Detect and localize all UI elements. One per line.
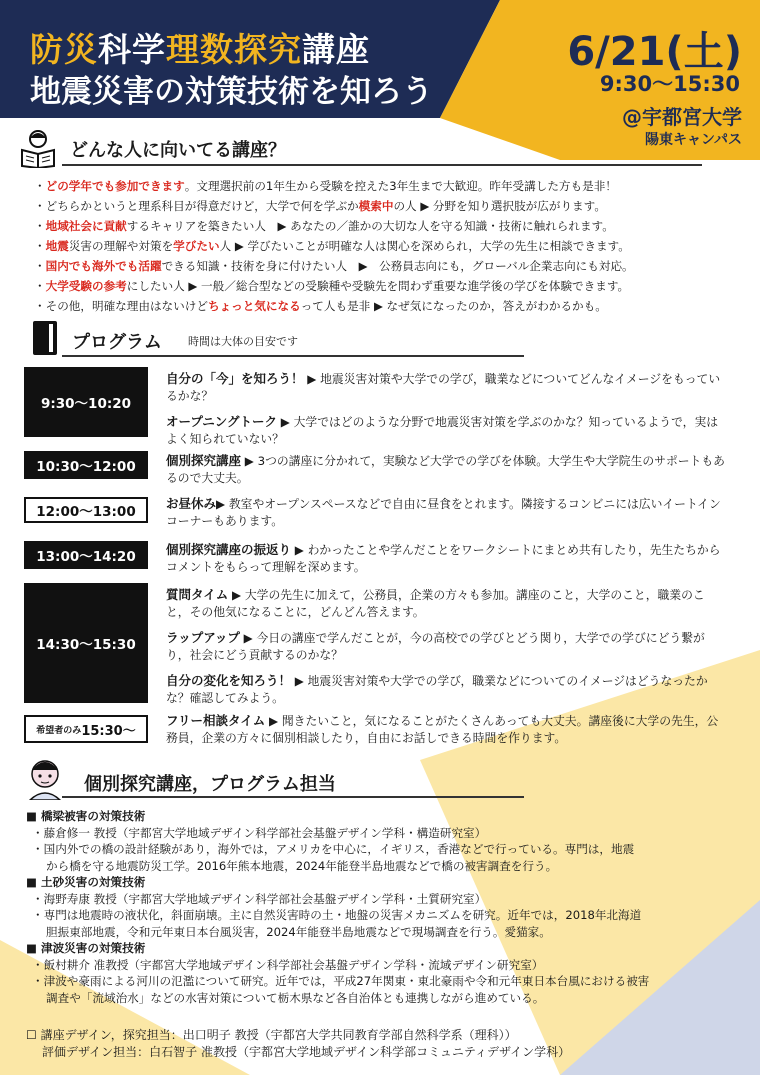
time-slot-5: 14:30～15:30	[24, 583, 148, 703]
program-item: ラップアップ ▶ 今日の講座で学んだことが，今の高校での学びとどう関り，大学での学びにどう繋がり，社会にどう貢献するのかな？	[166, 630, 705, 662]
credit-line-2: 評価デザイン担当：白石智子 准教授（宇都宮大学地域デザイン科学部コミュニティデザイン学科）	[42, 1045, 571, 1059]
audience-item: ・その他，明確な理由はないけどちょっと気になるって人も是非 ▶ なぜ気になったのか，答えがわかるかも。	[34, 299, 607, 313]
course-desc: ・専門は地震時の液状化，斜面崩壊。主に自然災害時の土・地盤の災害メカニズムを研究。近年では，2018年北海道	[32, 908, 642, 922]
audience-item: ・どちらかというと理系科目が得意だけど，大学で何を学ぶか模索中の人 ▶ 分野を知り選択肢が広がります。	[34, 199, 606, 213]
time-slot-4: 13:00～14:20	[24, 541, 148, 569]
student-icon	[22, 756, 68, 800]
program-item: オープニングトーク ▶ 大学ではどのような分野で地震災害対策を学ぶのかな？知っているようで，実はよく知られていない？	[166, 414, 719, 446]
credits	[26, 1027, 570, 1061]
title-part-1: 防災	[30, 30, 98, 69]
audience-item: ・国内でも海外でも活躍できる知識・技術を身に付けたい人 ▶ 公務員志向にも，グローバル企業志向にも対応。	[34, 259, 634, 273]
course-desc: ・津波や豪雨による河川の氾濫について研究。近年では，平成27年関東・東北豪雨や令和元年東日本台風における被害	[32, 974, 650, 988]
title-part-4: 講座	[302, 30, 370, 69]
course-block	[26, 874, 746, 940]
event-date: 6/21(土)	[567, 29, 742, 75]
course-block	[26, 940, 746, 1006]
audience-heading: どんな人に向いてる講座？	[70, 140, 286, 161]
title-part-3: 理数探究	[166, 30, 302, 69]
course-person: ・海野寿康 教授（宇都宮大学地域デザイン科学部社会基盤デザイン学科・土質研究室）	[32, 891, 487, 906]
notebook-icon	[32, 320, 58, 356]
program-item: 質問タイム ▶ 大学の先生に加えて，公務員，企業の方々も参加。講座のこと，大学のこと，職業のこと，その他気になることに，どんどん答えます。	[166, 587, 705, 619]
credit-line-1: ☐ 講座デザイン，探究担当：出口明子 教授（宇都宮大学共同教育学部自然科学系（理科））	[26, 1028, 517, 1042]
audience-item: ・地域社会に貢献するキャリアを築きたい人 ▶ あなたの／誰かの大切な人を守る知識・技術に触れられます。	[34, 219, 614, 233]
program-item: フリー相談タイム ▶ 聞きたいこと，気になることがたくさんあっても大丈夫。講座後に大学の先生，公務員，企業の方々に個別相談したり，自由にお話しできる時間を作ります。	[166, 713, 719, 745]
course-desc: から橋を守る地震防災工学。2016年熊本地震，2024年能登半島地震などで橋の被害調査を行う。	[46, 858, 558, 873]
time-slot-1: 9:30～10:20	[24, 367, 148, 437]
audience-item: ・大学受験の参考にしたい人 ▶ 一般／総合型などの受験種や受験先を問わず重要な進学後の学びを体験できます。	[34, 279, 630, 293]
slot-3-desc	[166, 495, 726, 538]
course-title: ■ 津波災害の対策技術	[26, 941, 146, 955]
program-item: お昼休み▶ 教室やオープンスペースなどで自由に昼食をとれます。隣接するコンビニには広いイートインコーナーもあります。	[166, 496, 721, 528]
checkbox-icon: ☐	[26, 1028, 37, 1042]
audience-rule	[62, 164, 702, 166]
course-title: ■ 土砂災害の対策技術	[26, 875, 146, 889]
audience-item: ・どの学年でも参加できます。文理選択前の1年生から受験を控えた3年生まで大歓迎。昨年受講した方も是非！	[34, 179, 617, 193]
main-title	[30, 24, 370, 71]
lectures-list	[26, 808, 746, 1006]
course-desc: ・国内外での橋の設計経験があり，海外では，アメリカを中心に，イギリス，香港などで行っている。専門は，地震	[32, 842, 635, 856]
reader-icon	[18, 128, 58, 168]
lectures-rule	[62, 796, 524, 798]
program-item: 個別探究講座 ▶ 3つの講座に分かれて，実験など大学での学びを体験。大学生や大学院生のサポートもあるので大丈夫。	[166, 453, 725, 485]
program-item: 自分の変化を知ろう！ ▶ 地震災害対策や大学での学び，職業などについてのイメージはどうなったかな？確認してみよう。	[166, 673, 708, 705]
program-item: 個別探究講座の振返り ▶ わかったことや学んだことをワークシートにまとめ共有したり，先生たちからコメントをもらって理解を深めます。	[166, 542, 721, 574]
audience-item: ・地震災害の理解や対策を学びたい人 ▶ 学びたいことが明確な人は関心を深められ，大学の先生に相談できます。	[34, 239, 630, 253]
time-slot-6: 希望者のみ 15:30～	[24, 715, 148, 743]
event-venue: @宇都宮大学	[622, 105, 742, 129]
event-time: 9:30～15:30	[599, 72, 740, 96]
course-person: ・藤倉修一 教授（宇都宮大学地域デザイン科学部社会基盤デザイン学科・構造研究室）	[32, 825, 487, 840]
slot-4-desc	[166, 541, 726, 584]
time-slot-2: 10:30～12:00	[24, 451, 148, 479]
course-desc: 調査や「流域治水」などの水害対策について栃木県など各自治体とも連携しながら進めている。	[46, 990, 545, 1005]
lectures-heading: 個別探究講座，プログラム担当	[84, 774, 336, 795]
title-part-2: 科学	[98, 30, 166, 69]
slot-1-desc	[166, 370, 726, 456]
program-rule	[62, 355, 524, 357]
event-campus: 陽東キャンパス	[644, 132, 742, 148]
slot-2-desc	[166, 452, 726, 495]
program-heading: プログラム	[72, 332, 162, 353]
course-block	[26, 808, 746, 874]
audience-list	[34, 176, 744, 316]
course-desc: 胆振東部地震，令和元年東日本台風災害，2024年能登半島地震などで現場調査を行う。愛猫家。	[46, 924, 551, 939]
course-title: ■ 橋梁被害の対策技術	[26, 809, 146, 823]
time-slot-3: 12:00～13:00	[24, 497, 148, 523]
slot-5-desc	[166, 586, 726, 715]
subtitle: 地震災害の対策技術を知ろう	[30, 74, 433, 110]
program-item: 自分の「今」を知ろう！ ▶ 地震災害対策や大学での学び，職業などについてどんなイメージをもっているかな？	[166, 371, 721, 403]
program-note: 時間は大体の目安です	[188, 335, 298, 348]
course-person: ・飯村耕介 准教授（宇都宮大学地域デザイン科学部社会基盤デザイン学科・流域デザイン研究室）	[32, 957, 544, 972]
slot-6-desc	[166, 712, 726, 755]
